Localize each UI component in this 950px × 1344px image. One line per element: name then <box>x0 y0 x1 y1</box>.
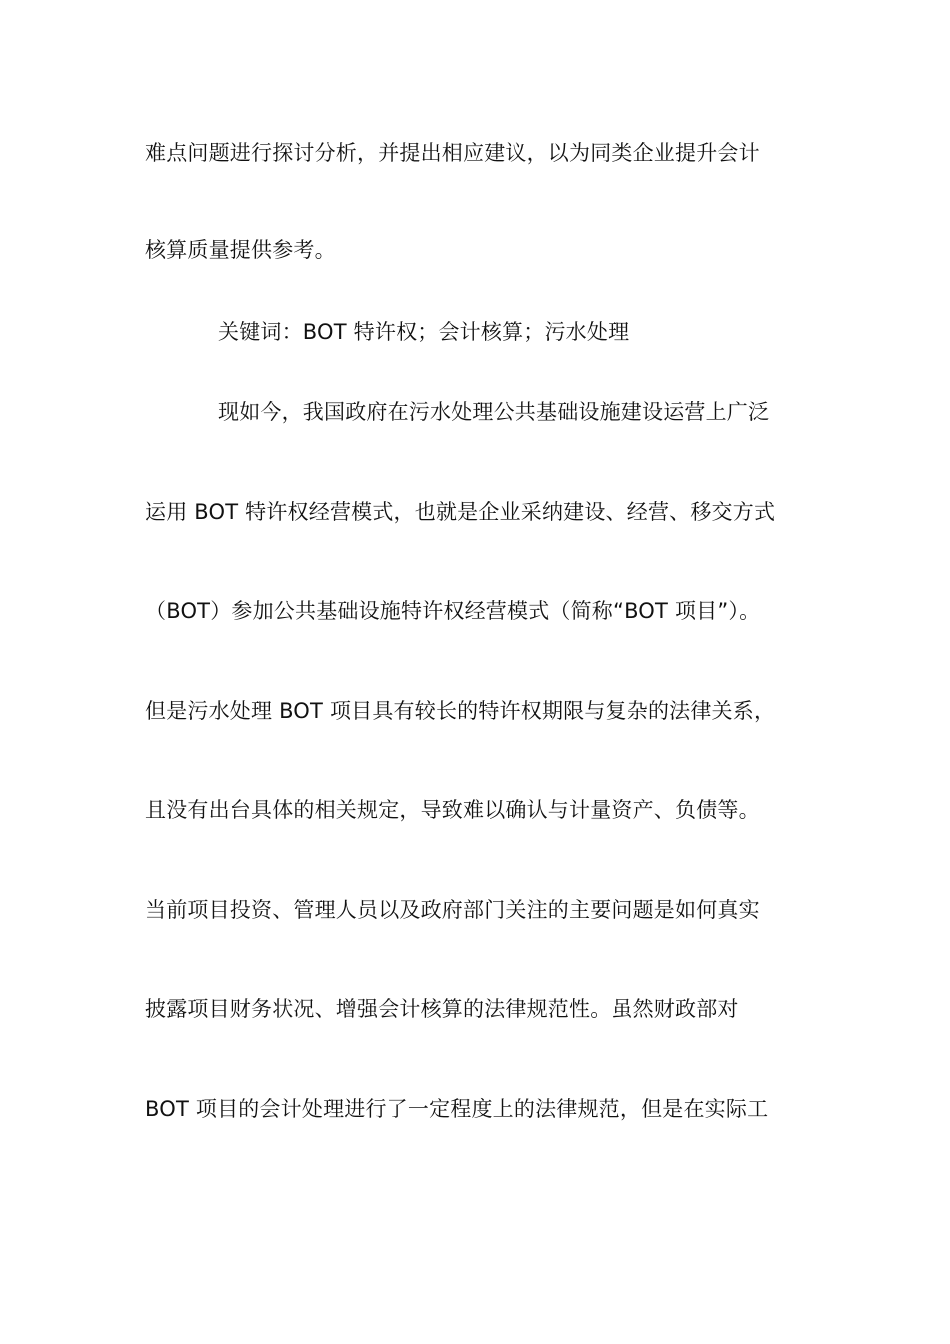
text-line: 难点问题进行探讨分析，并提出相应建议，以为同类企业提升会计 <box>145 141 760 165</box>
text-line: 当前项目投资、管理人员以及政府部门关注的主要问题是如何真实 <box>145 898 760 922</box>
text-line: 核算质量提供参考。 <box>145 238 336 262</box>
text-line: （BOT）参加公共基础设施特许权经营模式（简称“BOT 项目”）。 <box>145 599 761 623</box>
text-line: 但是污水处理 BOT 项目具有较长的特许权期限与复杂的法律关系， <box>145 699 776 723</box>
text-line: 且没有出台具体的相关规定，导致难以确认与计量资产、负债等。 <box>145 798 760 822</box>
text-line: 运用 BOT 特许权经营模式，也就是企业采纳建设、经营、移交方式 <box>145 500 776 524</box>
text-line: BOT 项目的会计处理进行了一定程度上的法律规范，但是在实际工 <box>145 1097 769 1121</box>
text-line: 披露项目财务状况、增强会计核算的法律规范性。虽然财政部对 <box>145 997 739 1021</box>
text-line: 现如今，我国政府在污水处理公共基础设施建设运营上广泛 <box>218 400 770 424</box>
keywords-line: 关键词：BOT 特许权；会计核算；污水处理 <box>218 320 630 344</box>
